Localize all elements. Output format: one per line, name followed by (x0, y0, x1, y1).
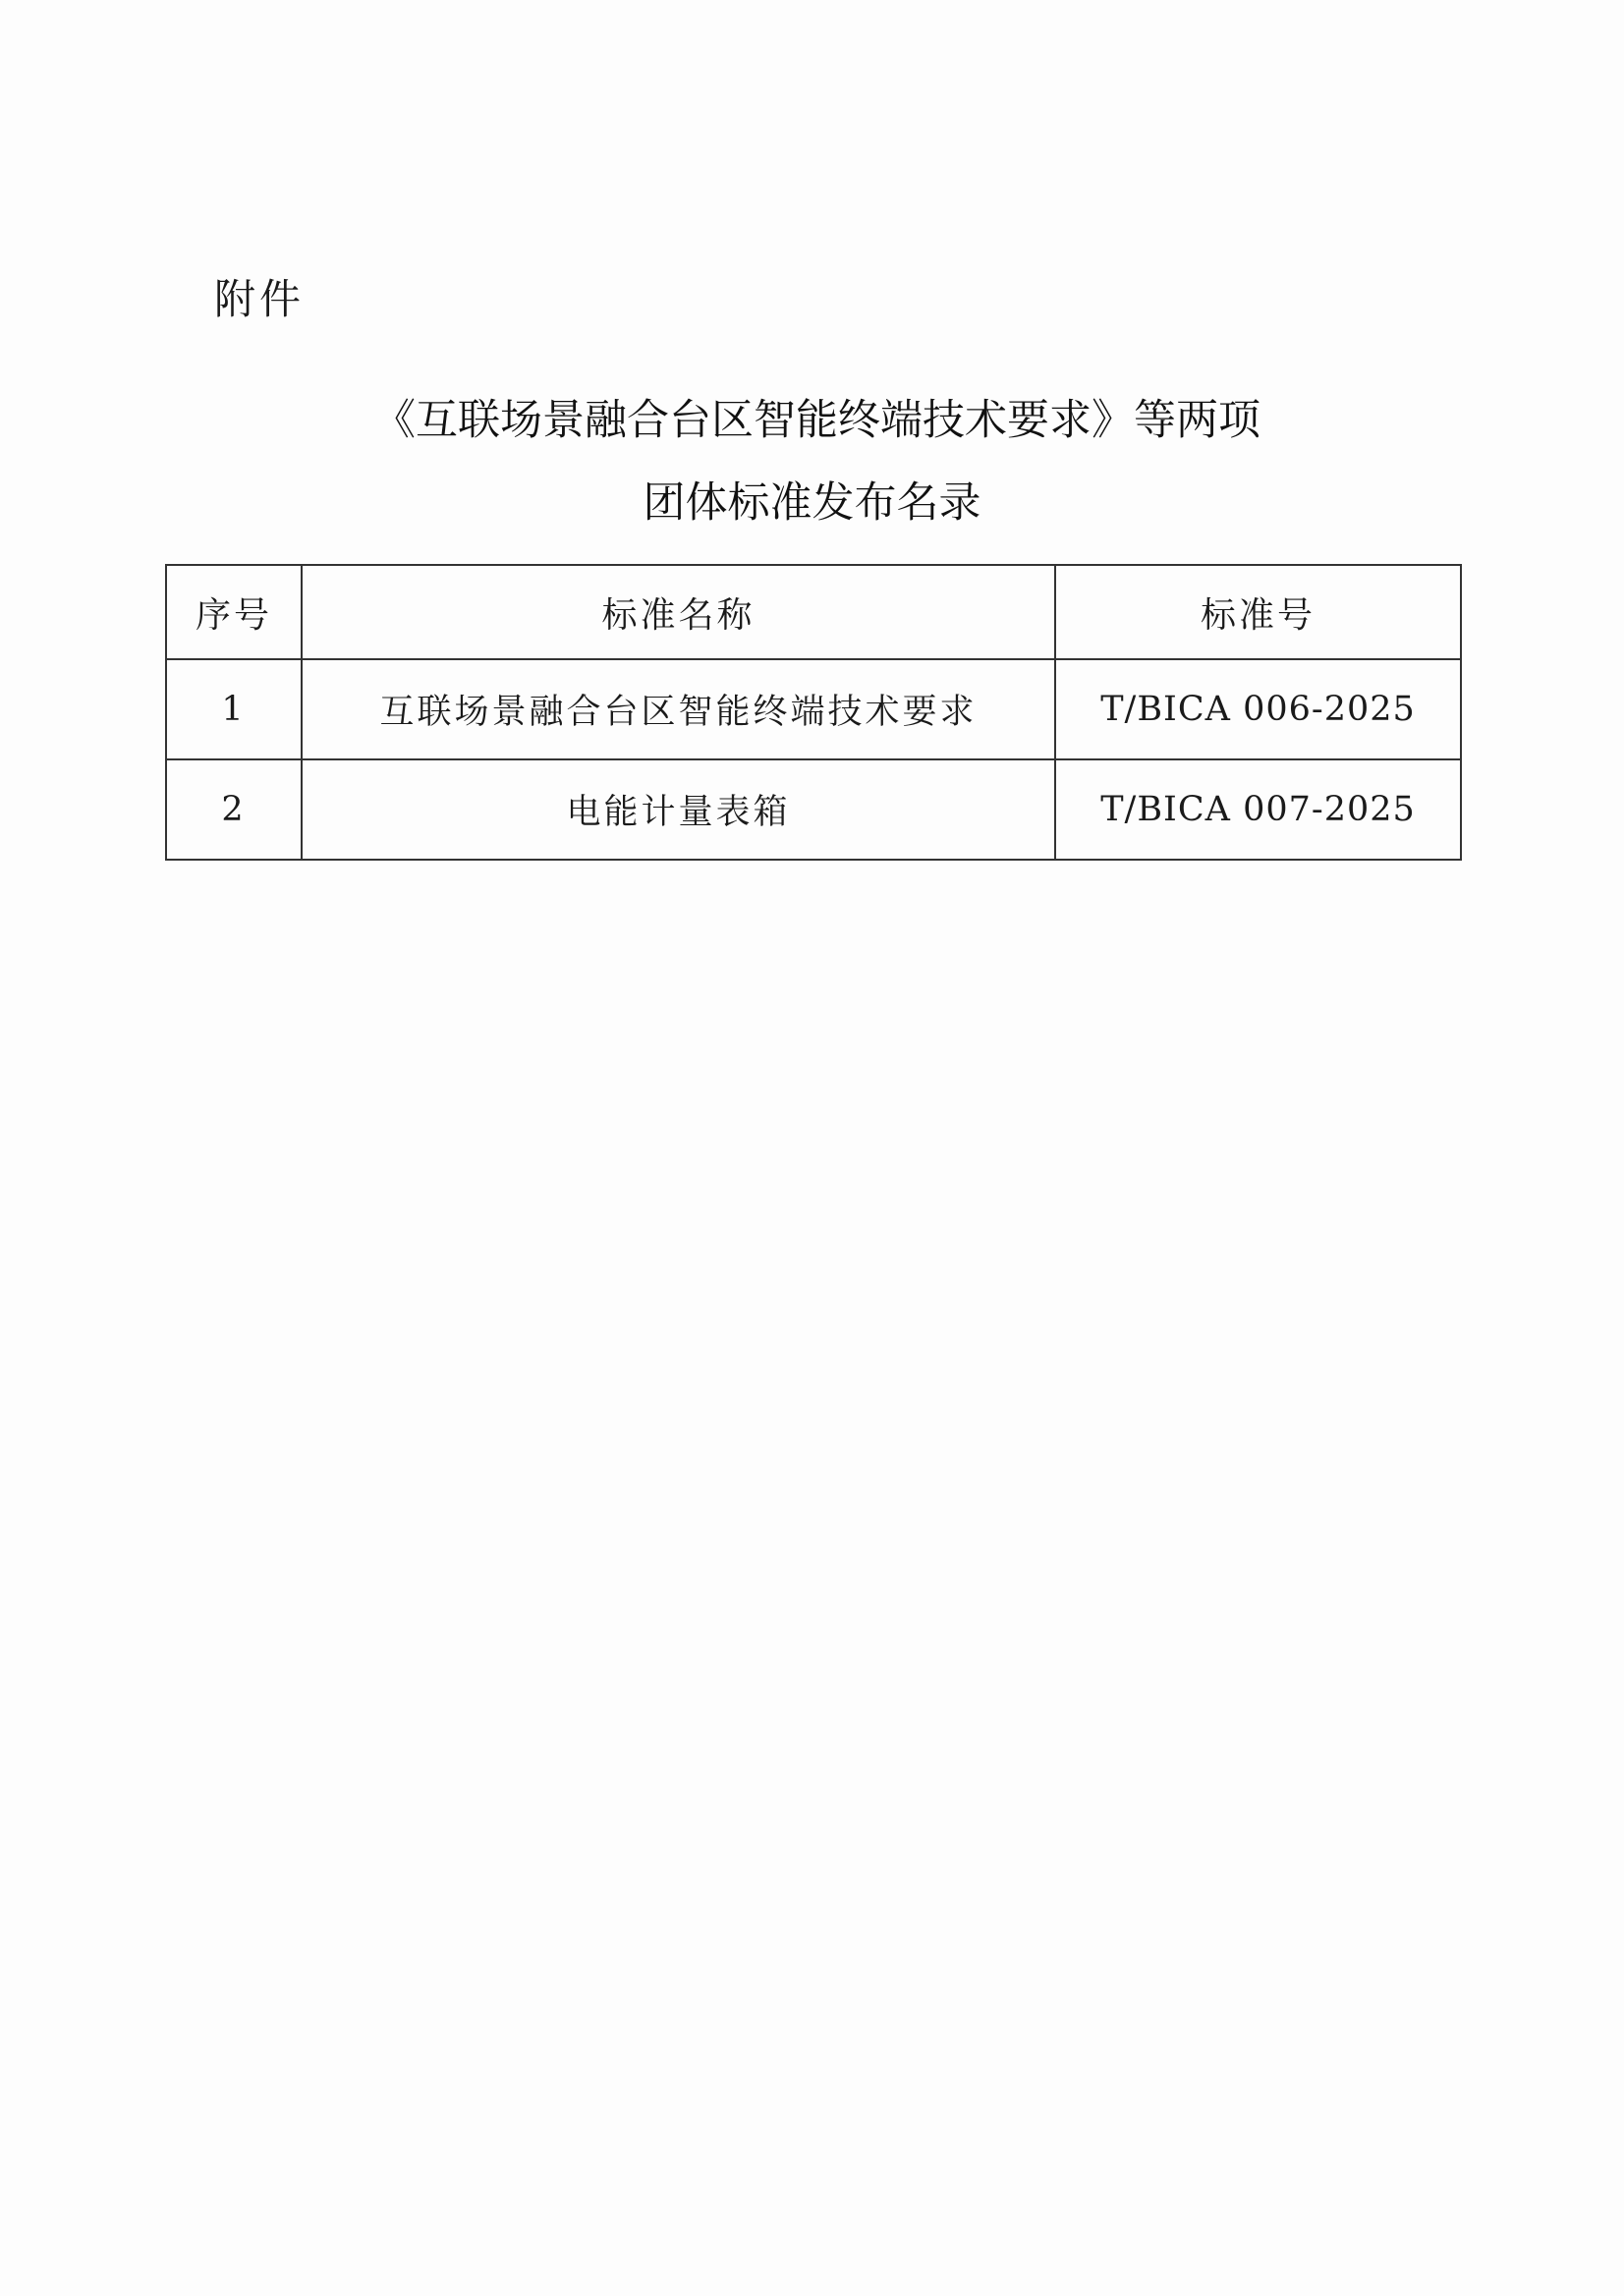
row-standard-name: 电能计量表箱 (302, 759, 1055, 860)
header-standard-name: 标准名称 (302, 565, 1055, 659)
table-row (166, 659, 1461, 759)
document-title-line-2: 团体标准发布名录 (643, 478, 981, 528)
row-standard-code: T/BICA 006-2025 (1055, 659, 1461, 759)
attachment-label: 附件 (214, 275, 306, 323)
table-header-row (166, 565, 1461, 659)
document-title-line-1: 《互联场景融合台区智能终端技术要求》等两项 (373, 396, 1260, 445)
row-index: 1 (166, 659, 302, 759)
row-standard-code: T/BICA 007-2025 (1055, 759, 1461, 860)
header-index: 序号 (166, 565, 302, 659)
row-index: 2 (166, 759, 302, 860)
row-standard-name: 互联场景融合台区智能终端技术要求 (302, 659, 1055, 759)
table-row (166, 759, 1461, 860)
header-standard-code: 标准号 (1055, 565, 1461, 659)
standards-table (165, 564, 1462, 861)
